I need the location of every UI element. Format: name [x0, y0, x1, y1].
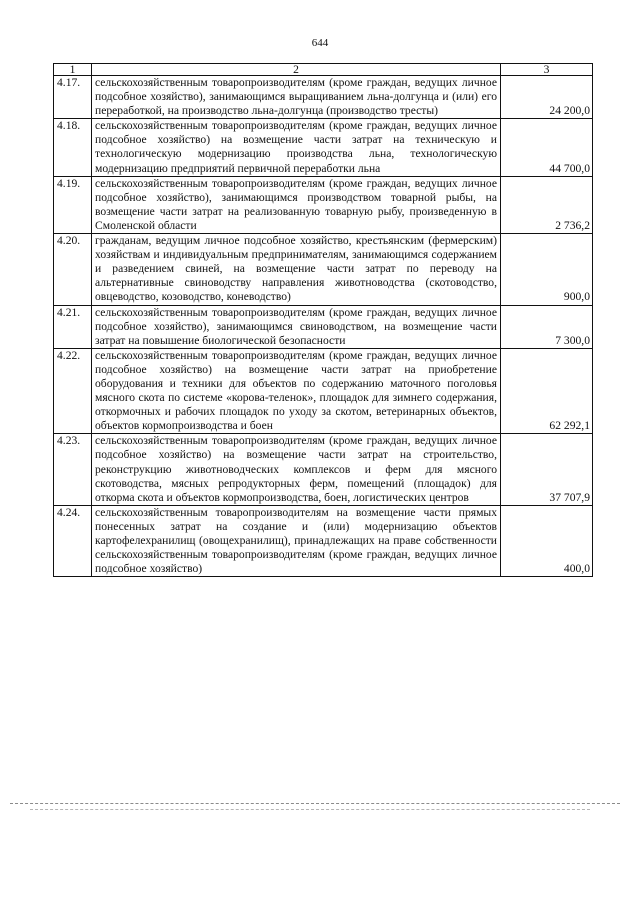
- header-col-2: 2: [92, 64, 501, 76]
- row-description: сельскохозяйственным товаропроизводителям (кроме граждан, ведущих личное подсобное хозяйство) на возмещение части затрат на техническую и технологическую модернизацию производства льна, технологическую модернизацию предприятий первичной переработки льна: [92, 119, 501, 176]
- row-amount: 37 707,9: [501, 434, 593, 505]
- row-number: 4.18.: [54, 119, 92, 176]
- table-row: [54, 76, 593, 119]
- row-number: 4.23.: [54, 434, 92, 505]
- row-number: 4.17.: [54, 76, 92, 119]
- row-amount: 24 200,0: [501, 76, 593, 119]
- row-description: сельскохозяйственным товаропроизводителям (кроме граждан, ведущих личное подсобное хозяйство) на возмещение части затрат на приобретение оборудования и техники для объектов по содержанию маточного поголовья мясного скота по системе «корова-теленок», площадок для зимнего содержания, откормочных и рабочих площадок по уходу за скотом, ветеринарных объектов, объектов кормопроизводства и боен: [92, 348, 501, 434]
- row-description: сельскохозяйственным товаропроизводителям (кроме граждан, ведущих личное подсобное хозяйство), занимающимся выращиванием льна-долгунца и (или) его переработкой, на производство льна-долгунца (производство тресты): [92, 76, 501, 119]
- row-description: сельскохозяйственным товаропроизводителям (кроме граждан, ведущих личное подсобное хозяйство) на возмещение части затрат на строительство, реконструкцию животноводческих комплексов и ферм для мясного скотоводства, мясных репродукторных ферм, помещений (площадок) для откорма скота и объектов кормопроизводства, боен, логистических центров: [92, 434, 501, 505]
- subsidy-table: [53, 63, 593, 577]
- row-amount: 900,0: [501, 234, 593, 305]
- row-number: 4.20.: [54, 234, 92, 305]
- row-description: сельскохозяйственным товаропроизводителям (кроме граждан, ведущих личное подсобное хозяйство), занимающимся производством товарной рыбы, на возмещение части затрат на реализованную товарную рыбу, произведенную в Смоленской области: [92, 176, 501, 233]
- row-amount: 62 292,1: [501, 348, 593, 434]
- row-amount: 44 700,0: [501, 119, 593, 176]
- table-header-row: [54, 64, 593, 76]
- header-col-3: 3: [501, 64, 593, 76]
- row-number: 4.22.: [54, 348, 92, 434]
- row-number: 4.24.: [54, 505, 92, 576]
- table-row: [54, 348, 593, 434]
- row-description: сельскохозяйственным товаропроизводителям на возмещение части прямых понесенных затрат на создание и (или) модернизацию объектов картофелехранилищ (овощехранилищ), принадлежащих на праве собственности сельскохозяйственным товаропроизводителям (кроме граждан, ведущих личное подсобное хозяйство): [92, 505, 501, 576]
- table-row: [54, 305, 593, 348]
- table-row: [54, 434, 593, 505]
- page-number: 644: [311, 37, 329, 49]
- table-row: [54, 119, 593, 176]
- table-row: [54, 505, 593, 576]
- row-amount: 7 300,0: [501, 305, 593, 348]
- row-number: 4.19.: [54, 176, 92, 233]
- row-description: сельскохозяйственным товаропроизводителям (кроме граждан, ведущих личное подсобное хозяйство), занимающимся свиноводством, на возмещение части затрат на повышение биологической безопасности: [92, 305, 501, 348]
- table-row: [54, 176, 593, 233]
- table-row: [54, 234, 593, 305]
- scan-dashed-line-secondary: [30, 809, 590, 810]
- row-amount: 400,0: [501, 505, 593, 576]
- row-number: 4.21.: [54, 305, 92, 348]
- row-description: гражданам, ведущим личное подсобное хозяйство, крестьянским (фермерским) хозяйствам и индивидуальным предпринимателям, занимающимся содержанием и разведением свиней, на возмещение части затрат по переводу на альтернативные свиноводству направления животноводства (скотоводство, овцеводство, козоводство, коневодство): [92, 234, 501, 305]
- header-col-1: 1: [54, 64, 92, 76]
- row-amount: 2 736,2: [501, 176, 593, 233]
- scan-dashed-line: [10, 803, 620, 804]
